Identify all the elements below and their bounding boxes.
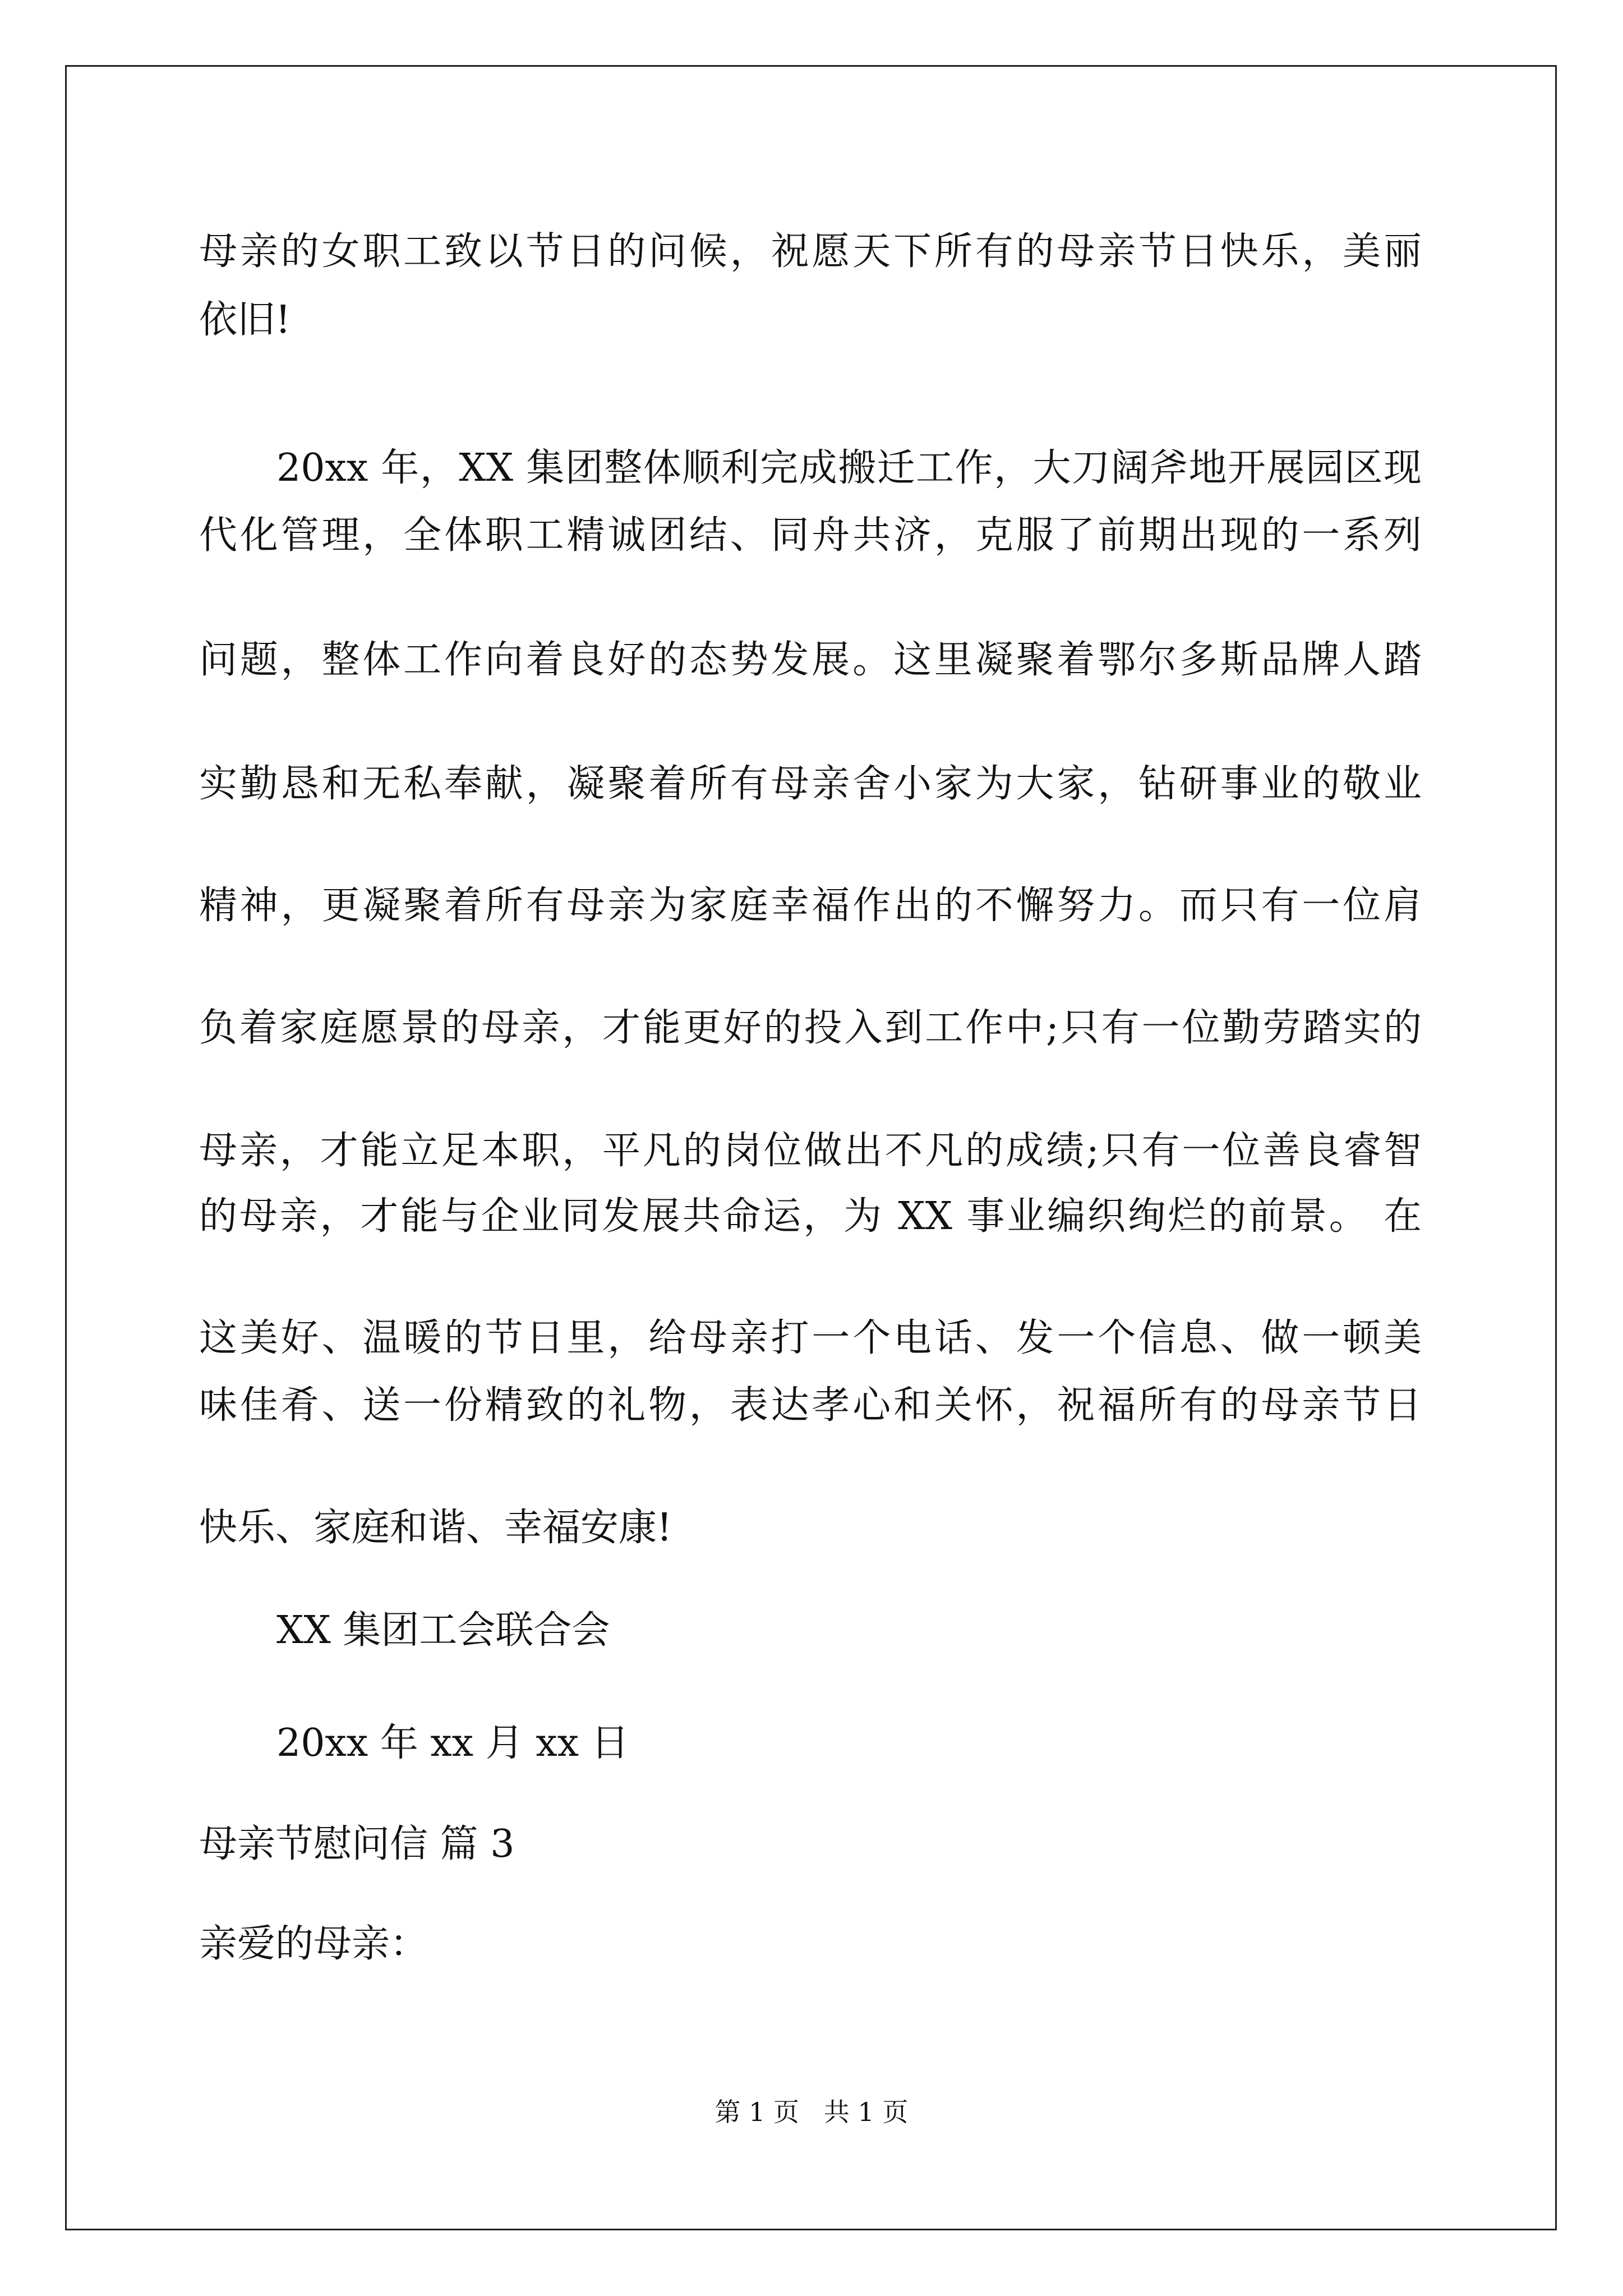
paragraph-line: 母亲的女职工致以节日的问候，祝愿天下所有的母亲节日快乐，美丽 <box>199 229 1422 274</box>
paragraph-line: 精神，更凝聚着所有母亲为家庭幸福作出的不懈努力。而只有一位肩 <box>199 884 1422 928</box>
paragraph-line: 问题，整体工作向着良好的态势发展。这里凝聚着鄂尔多斯品牌人踏 <box>199 638 1422 682</box>
paragraph-line: 实勤恳和无私奉献，凝聚着所有母亲舍小家为大家，钻研事业的敬业 <box>199 762 1422 806</box>
paragraph-line: 味佳肴、送一份精致的礼物，表达孝心和关怀，祝福所有的母亲节日 <box>199 1383 1422 1428</box>
paragraph-line: 负着家庭愿景的母亲，才能更好的投入到工作中;只有一位勤劳踏实的 <box>199 1006 1422 1050</box>
paragraph-line: 代化管理，全体职工精诚团结、同舟共济，克服了前期出现的一系列 <box>199 513 1422 558</box>
salutation: 亲爱的母亲： <box>199 1922 428 1966</box>
paragraph-line: 这美好、温暖的节日里，给母亲打一个电话、发一个信息、做一顿美 <box>199 1316 1422 1360</box>
page-footer: 第 1 页 共 1 页 <box>714 2097 909 2127</box>
signature: XX 集团工会联合会 <box>276 1608 610 1653</box>
section-title: 母亲节慰问信 篇 3 <box>199 1822 515 1866</box>
date: 20xx 年 xx 月 xx 日 <box>276 1721 629 1765</box>
paragraph-line: 20xx 年，XX 集团整体顺利完成搬迁工作，大刀阔斧地开展园区现 <box>276 446 1422 490</box>
paragraph-line: 依旧! <box>199 298 291 342</box>
paragraph-line: 的母亲，才能与企业同发展共命运，为 XX 事业编织绚烂的前景。 在 <box>199 1194 1422 1239</box>
paragraph-line: 快乐、家庭和谐、幸福安康! <box>199 1506 672 1550</box>
paragraph-line: 母亲，才能立足本职，平凡的岗位做出不凡的成绩;只有一位善良睿智 <box>199 1129 1422 1173</box>
